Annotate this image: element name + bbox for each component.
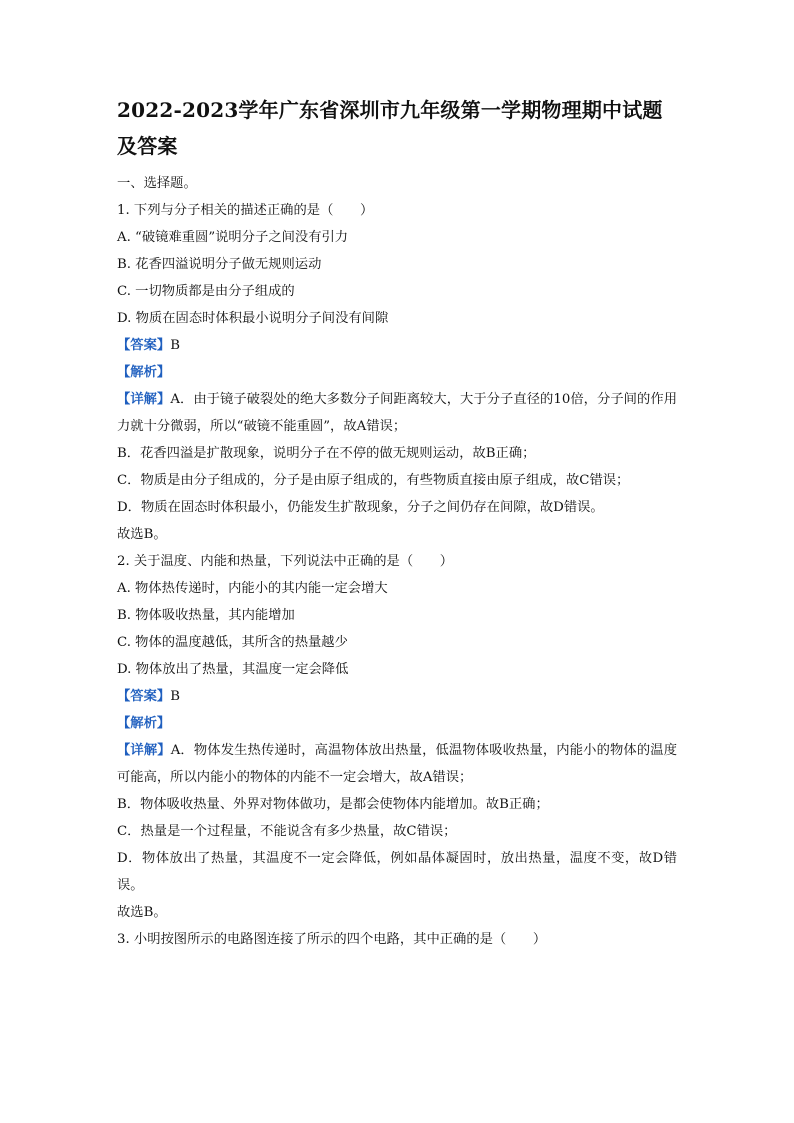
detail-text: A．由于镜子破裂处的绝大多数分子间距离较大，大于分子直径的10倍，分子间的作用力就十分微弱，所以“破镜不能重圆”，故A错误； [117,392,677,434]
document-title [117,92,677,164]
option-c: C. 物体的温度越低，其所含的热量越少 [117,635,348,650]
question-stem: 3. 小明按图所示的电路图连接了所示的四个电路，其中正确的是（ ） [117,932,547,947]
question-1 [117,197,677,548]
detail-paragraph [117,737,677,791]
detail-text: A．物体发生热传递时，高温物体放出热量，低温物体吸收热量，内能小的物体的温度可能高，所以内能小的物体的内能不一定会增大，故A错误； [117,743,677,785]
detail-line: B．花香四溢是扩散现象，说明分子在不停的做无规则运动，故B正确； [117,446,536,461]
detail-line: D．物质在固态时体积最小，仍能发生扩散现象，分子之间仍存在间隙，故D错误。 [117,500,604,515]
option-a: A. “破镜难重圆”说明分子之间没有引力 [117,230,349,245]
title-line-2: 及答案 [117,134,178,158]
answer-value: B [170,338,180,353]
option-c: C. 一切物质都是由分子组成的 [117,284,295,299]
analysis-tag: 【解析】 [117,365,171,380]
title-line-1: 2022-2023学年广东省深圳市九年级第一学期物理期中试题 [117,98,663,122]
answer-line [117,683,677,710]
conclusion: 故选B。 [117,905,167,920]
answer-line [117,332,677,359]
option-a: A. 物体热传递时，内能小的其内能一定会增大 [117,581,388,596]
detail-line: B．物体吸收热量、外界对物体做功，是都会使物体内能增加。故B正确； [117,797,549,812]
question-stem: 1. 下列与分子相关的描述正确的是（ ） [117,203,374,218]
answer-value: B [170,689,180,704]
answer-tag: 【答案】 [117,689,171,704]
option-b: B. 物体吸收热量，其内能增加 [117,608,295,623]
detail-tag: 【详解】 [117,743,171,758]
section-heading: 一、选择题。 [117,176,197,191]
detail-line: C．物质是由分子组成的，分子是由原子组成的，有些物质直接由原子组成，故C错误； [117,473,630,488]
option-b: B. 花香四溢说明分子做无规则运动 [117,257,322,272]
option-d: D. 物体放出了热量，其温度一定会降低 [117,662,349,677]
question-2 [117,548,677,926]
document-page [117,92,677,953]
analysis-heading [117,359,677,386]
detail-paragraph [117,386,677,440]
analysis-tag: 【解析】 [117,716,171,731]
detail-line: C．热量是一个过程量，不能说含有多少热量，故C错误； [117,824,457,839]
conclusion: 故选B。 [117,527,167,542]
detail-line: D．物体放出了热量，其温度不一定会降低，例如晶体凝固时，放出热量，温度不变，故D错误。 [117,851,677,893]
question-stem: 2. 关于温度、内能和热量，下列说法中正确的是（ ） [117,554,454,569]
option-d: D. 物质在固态时体积最小说明分子间没有间隙 [117,311,389,326]
analysis-heading [117,710,677,737]
detail-tag: 【详解】 [117,392,171,407]
question-3 [117,926,677,953]
answer-tag: 【答案】 [117,338,171,353]
